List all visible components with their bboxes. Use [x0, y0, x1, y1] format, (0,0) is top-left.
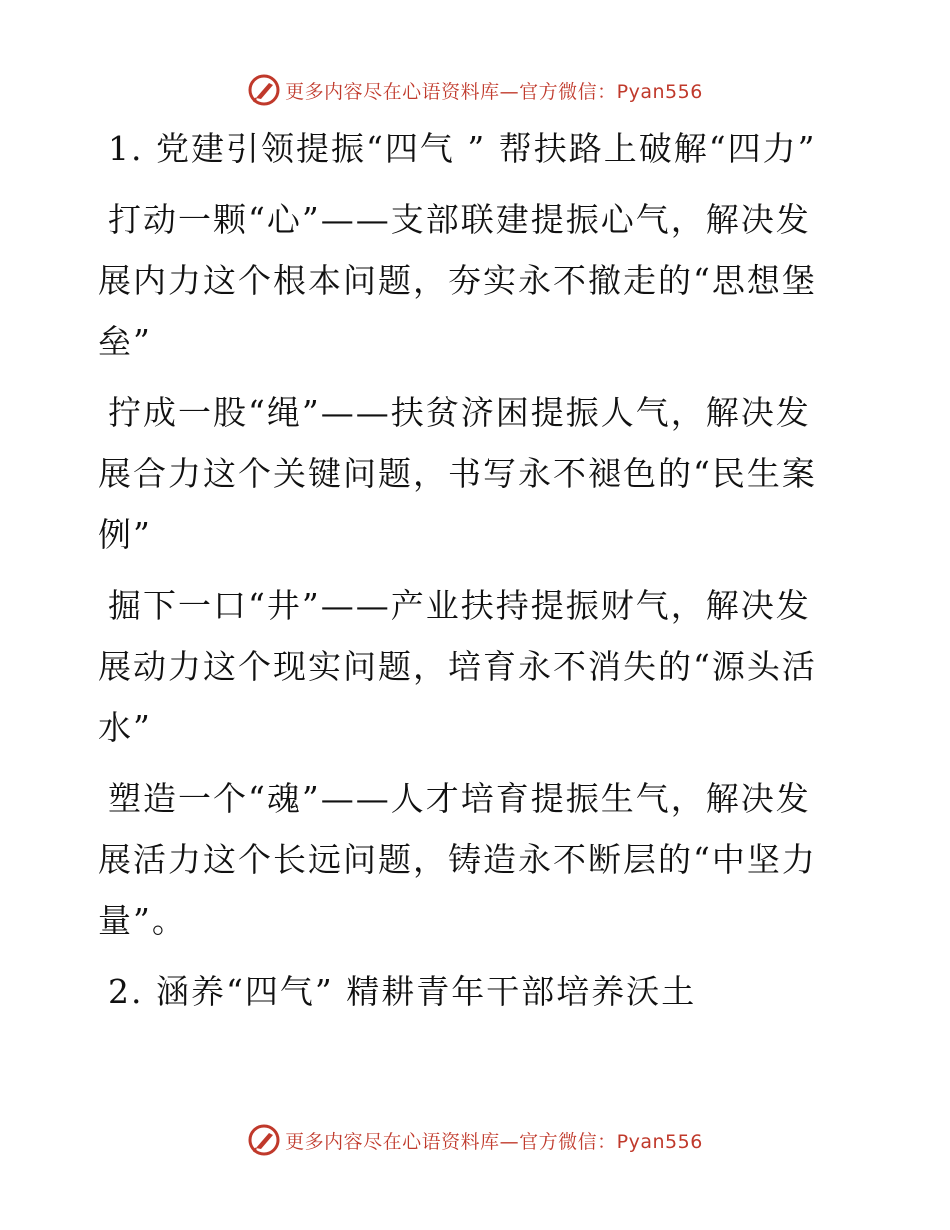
- section-heading-2: 2. 涵养“四气” 精耕青年干部培养沃土: [108, 972, 697, 1011]
- footer-banner-text: 更多内容尽在心语资料库—官方微信：Pyan556: [285, 1130, 703, 1153]
- section-heading-1: 1. 党建引领提振“四气 ” 帮扶路上破解“四力”: [108, 129, 817, 168]
- document-body: [98, 118, 828, 1032]
- footer-banner: [0, 1120, 950, 1160]
- header-banner-text: 更多内容尽在心语资料库—官方微信：Pyan556: [285, 80, 703, 103]
- quill-logo-icon: [247, 73, 281, 107]
- paragraph-4: 塑造一个“魂”——人才培育提振生气，解决发展活力这个长远问题，铸造永不断层的“中坚力量”。: [98, 779, 817, 940]
- quill-logo-icon: [247, 1123, 281, 1157]
- paragraph-2: 拧成一股“绳”——扶贫济困提振人气，解决发展合力这个关键问题，书写永不褪色的“民生案例”: [98, 393, 817, 554]
- header-banner: [0, 70, 950, 110]
- paragraph-1: 打动一颗“心”——支部联建提振心气，解决发展内力这个根本问题，夯实永不撤走的“思想堡垒”: [98, 200, 817, 361]
- paragraph-3: 掘下一口“井”——产业扶持提振财气，解决发展动力这个现实问题，培育永不消失的“源头活水”: [98, 586, 817, 747]
